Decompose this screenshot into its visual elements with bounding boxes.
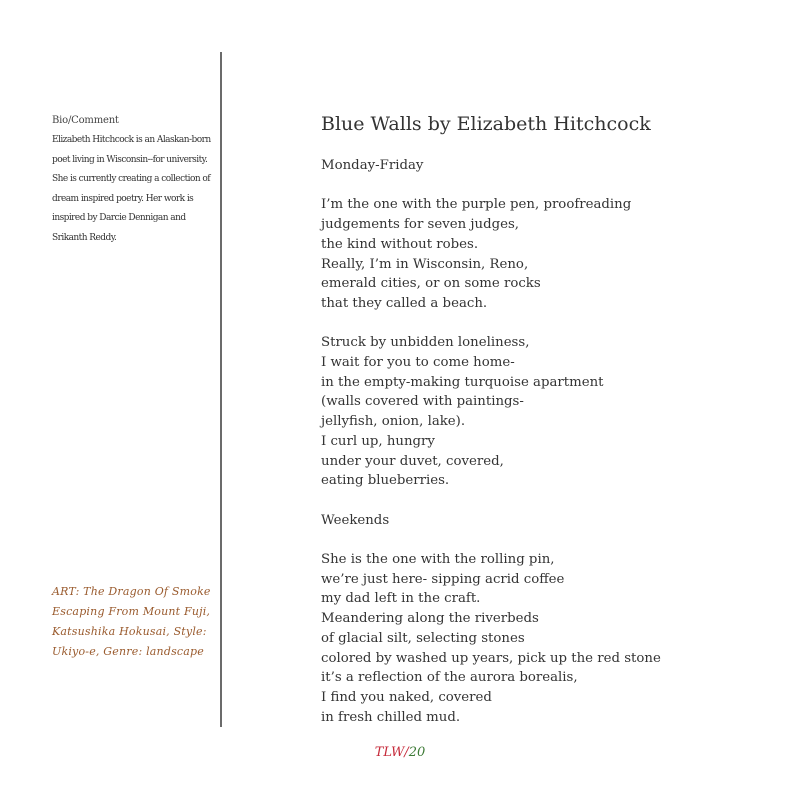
section-heading-weekends: Weekends — [321, 512, 390, 528]
poem — [321, 112, 761, 727]
bio-line: Elizabeth Hitchcock is an Alaskan-born — [52, 135, 211, 145]
art-credit-line: Ukiyo-e, Genre: landscape — [52, 645, 204, 658]
poem-line: that they called a beach. — [321, 295, 488, 311]
stanza-2 — [321, 333, 761, 491]
poem-line: Meandering along the riverbeds — [321, 611, 539, 627]
poem-line: Struck by unbidden loneliness, — [321, 335, 530, 351]
poem-line: in fresh chilled mud. — [321, 709, 461, 725]
bio-line: inspired by Darcie Dennigan and — [52, 213, 186, 223]
poem-title: Blue Walls by Elizabeth Hitchcock — [321, 113, 651, 135]
bio-line: dream inspired poetry. Her work is — [52, 193, 194, 204]
poem-line: my dad left in the craft. — [321, 591, 481, 607]
bio-comment-section — [52, 114, 212, 248]
poem-line: I curl up, hungry — [321, 433, 435, 449]
poem-line: under your duvet, covered, — [321, 453, 504, 469]
poem-line: I’m the one with the purple pen, proofreading — [321, 197, 632, 213]
column-divider — [220, 52, 222, 727]
poem-line: emerald cities, or on some rocks — [321, 276, 541, 292]
poem-line: it’s a reflection of the aurora borealis, — [321, 670, 578, 686]
art-credit-line: Escaping From Mount Fuji, — [52, 605, 211, 618]
bio-heading: Bio/Comment — [52, 115, 119, 126]
art-credit-line: ART: The Dragon Of Smoke — [52, 585, 211, 598]
poem-line: the kind without robes. — [321, 236, 479, 252]
poem-line: Really, I’m in Wisconsin, Reno, — [321, 256, 529, 272]
page-footer — [0, 745, 800, 760]
poem-line: colored by washed up years, pick up the red stone — [321, 650, 661, 666]
section-heading-monday-friday: Monday-Friday — [321, 158, 424, 173]
poem-line: jellyfish, onion, lake). — [321, 414, 466, 430]
bio-line: She is currently creating a collection of — [52, 174, 211, 184]
bio-line: poet living in Wisconsin--for university. — [52, 154, 208, 165]
stanza-1 — [321, 195, 761, 313]
bio-text — [52, 131, 212, 248]
poem-line: eating blueberries. — [321, 473, 450, 489]
poem-line: I wait for you to come home- — [321, 355, 515, 370]
poem-line: we’re just here- sipping acrid coffee — [321, 571, 565, 587]
art-credit-line: Katsushika Hokusai, Style: — [52, 625, 207, 638]
poem-line: (walls covered with paintings- — [321, 394, 524, 410]
page-number: 20 — [408, 745, 426, 760]
art-credit — [52, 582, 217, 662]
poem-line: I find you naked, covered — [321, 689, 492, 705]
bio-line: Srikanth Reddy. — [52, 232, 117, 243]
poem-line: in the empty-making turquoise apartment — [321, 374, 604, 390]
footer-label: TLW/ — [374, 745, 409, 760]
poem-line: of glacial silt, selecting stones — [321, 630, 525, 646]
stanza-3 — [321, 550, 761, 727]
poem-line: She is the one with the rolling pin, — [321, 552, 555, 567]
poem-line: judgements for seven judges, — [321, 217, 520, 233]
